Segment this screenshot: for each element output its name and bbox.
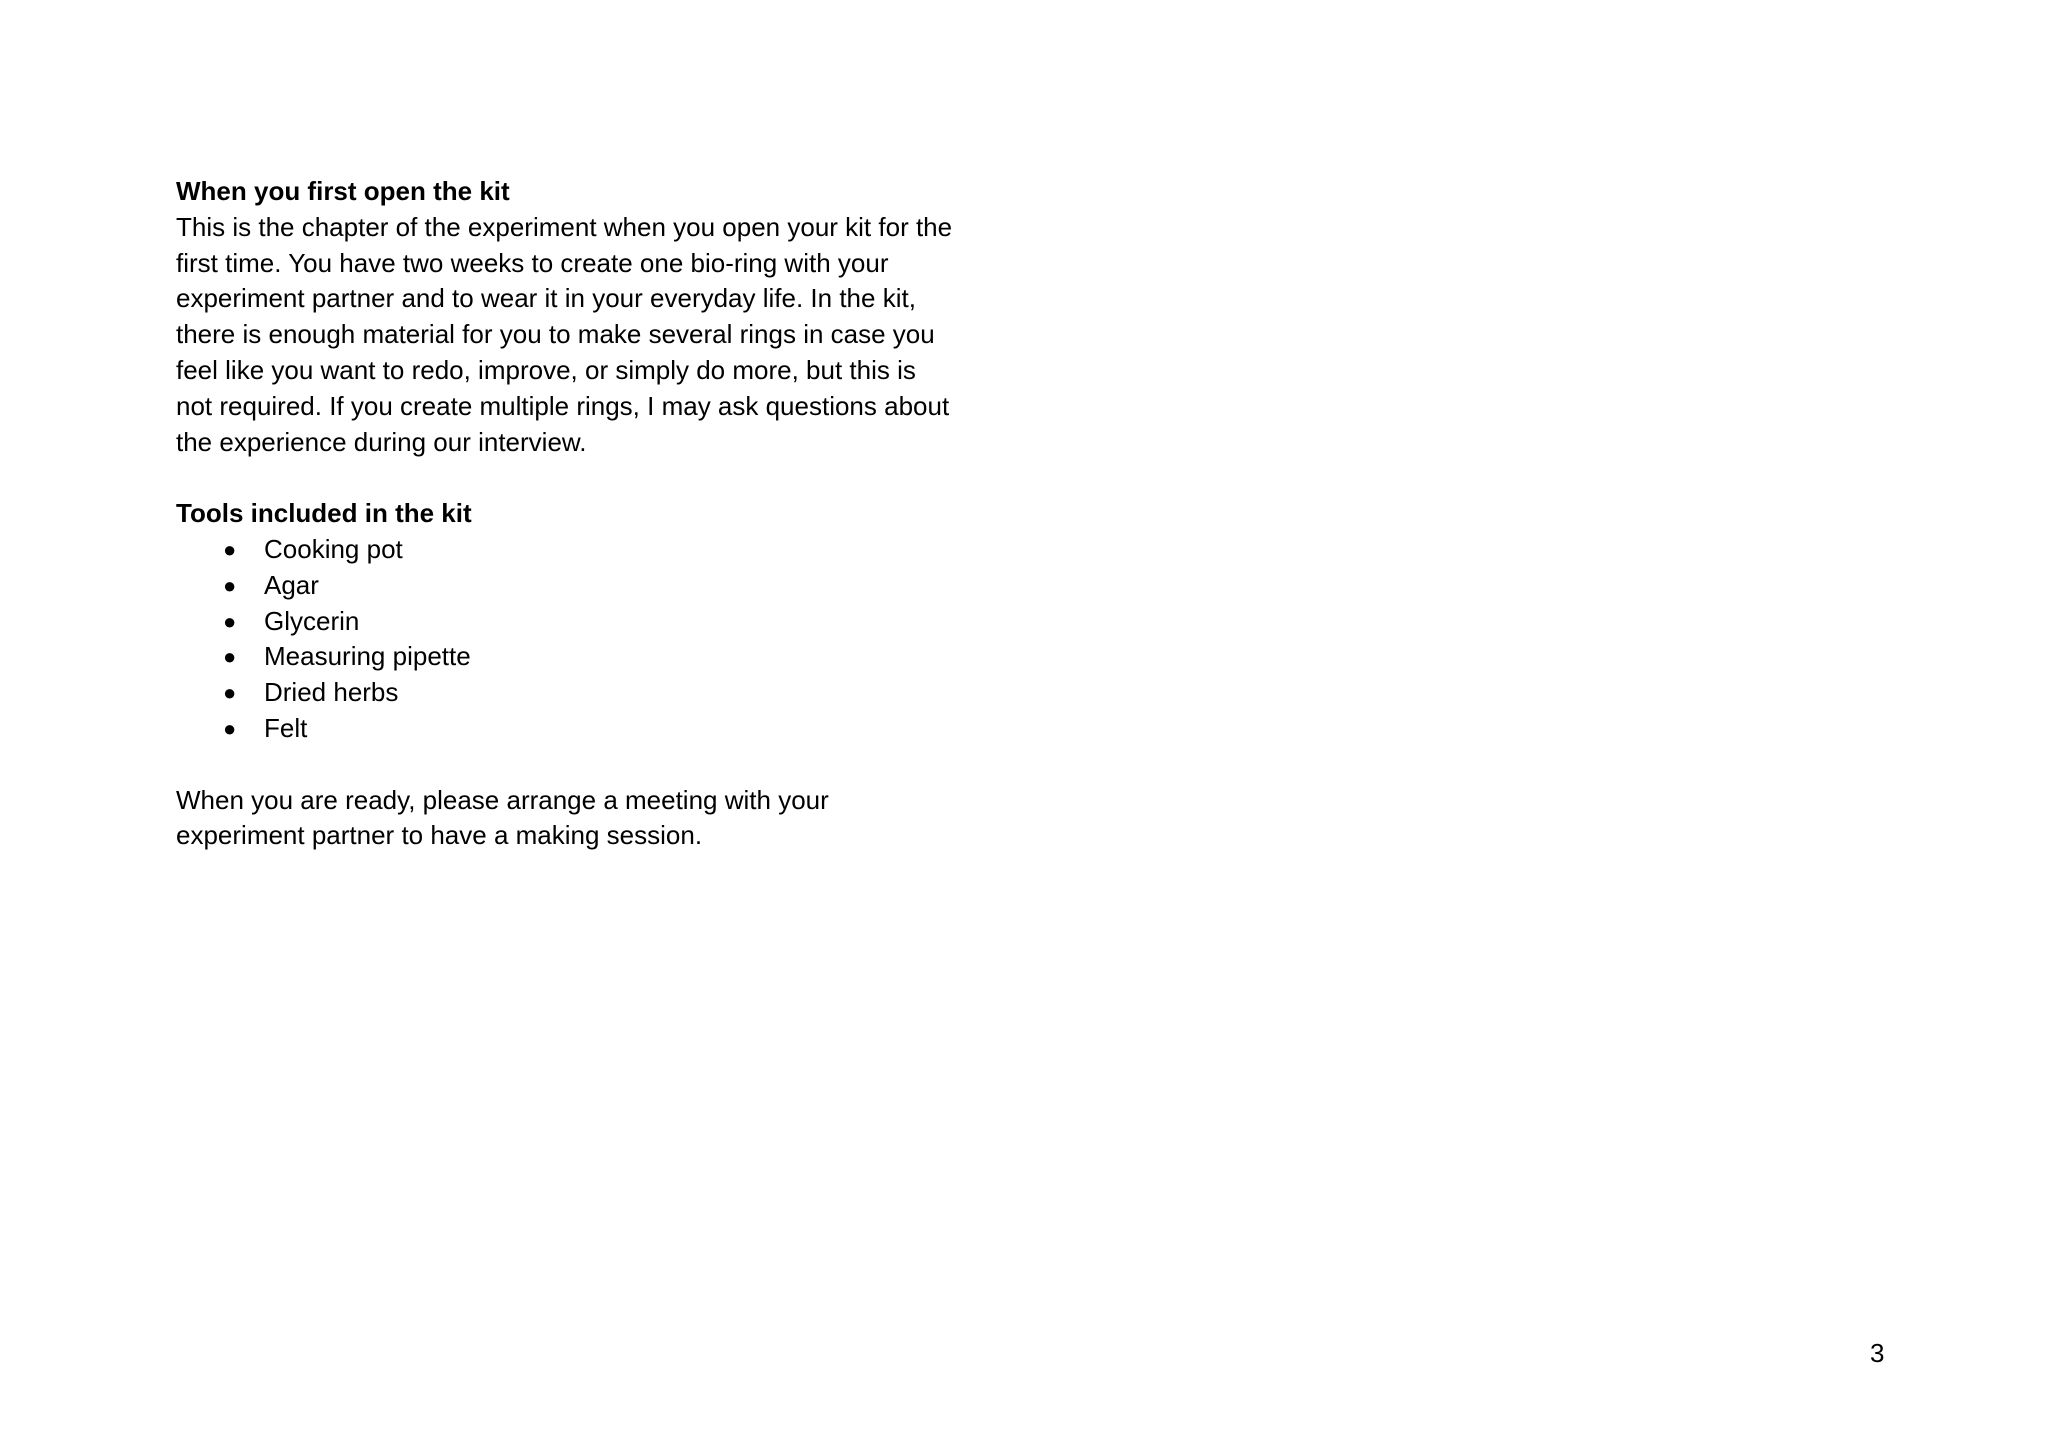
list-item-label: Dried herbs (264, 677, 399, 708)
list-item (176, 532, 1016, 568)
list-item-label: Cooking pot (264, 533, 403, 564)
spacer (176, 460, 1016, 496)
intro-line: not required. If you create multiple rings, I may ask questions about (176, 390, 950, 421)
document-body (176, 174, 1016, 854)
intro-line: experiment partner and to wear it in your everyday life. In the kit, (176, 283, 916, 314)
tools-heading: Tools included in the kit (176, 498, 472, 529)
closing-line: experiment partner to have a making session. (176, 820, 703, 851)
intro-line: there is enough material for you to make several rings in case you (176, 319, 935, 350)
page-number: 3 (1870, 1338, 1885, 1368)
list-item-label: Measuring pipette (264, 641, 471, 672)
list-item (176, 711, 1016, 747)
bullet-icon: ● (223, 536, 237, 562)
intro-paragraph (176, 210, 1016, 461)
bullet-icon: ● (223, 572, 237, 598)
list-item-label: Felt (264, 712, 308, 743)
intro-heading: When you first open the kit (176, 176, 510, 206)
closing-line: When you are ready, please arrange a meeting with your (176, 784, 829, 815)
bullet-icon: ● (223, 608, 237, 634)
list-item-label: Agar (264, 569, 319, 600)
list-item (176, 675, 1016, 711)
bullet-icon: ● (223, 715, 237, 741)
tools-list (176, 532, 1016, 747)
intro-line: the experience during our interview. (176, 426, 587, 457)
spacer (176, 747, 1016, 783)
bullet-icon: ● (223, 680, 237, 706)
list-item-label: Glycerin (264, 605, 360, 636)
intro-line: This is the chapter of the experiment when you open your kit for the (176, 211, 953, 242)
closing-paragraph (176, 783, 1016, 855)
list-item (176, 639, 1016, 675)
intro-line: feel like you want to redo, improve, or simply do more, but this is (176, 354, 916, 385)
list-item (176, 604, 1016, 640)
list-item (176, 568, 1016, 604)
intro-line: first time. You have two weeks to create one bio-ring with your (176, 247, 889, 278)
bullet-icon: ● (223, 644, 237, 670)
